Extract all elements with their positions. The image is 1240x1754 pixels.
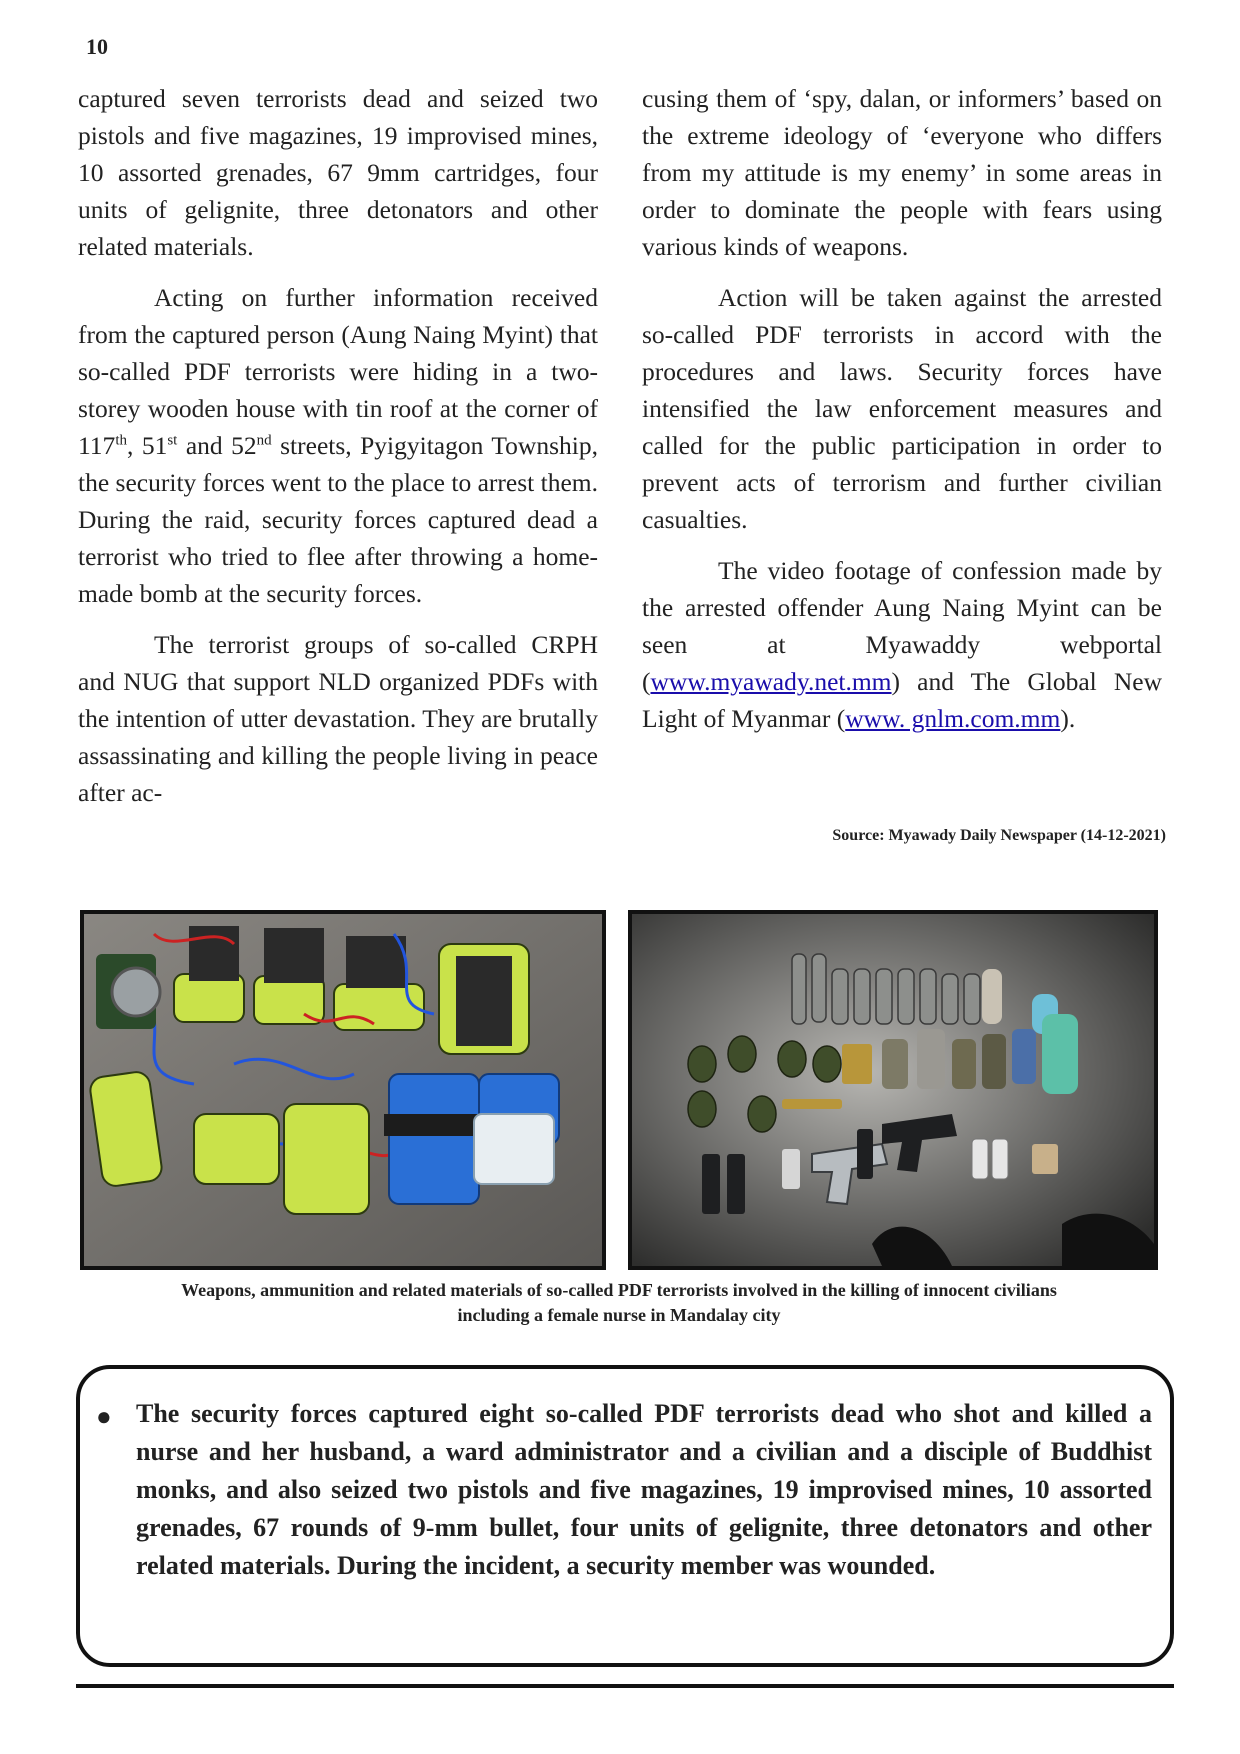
left-paragraph-1: captured seven terrorists dead and seized two pistols and five magazines, 19 improvised mines, 10 assorted grenades, 67 9mm cartridges, four units of gelignite, three detonators and other related materials. <box>78 84 598 261</box>
gnlm-link[interactable]: www. gnlm.com.mm <box>845 704 1061 733</box>
bullet-icon: ● <box>96 1402 112 1431</box>
improvised-mines-image <box>84 914 602 1266</box>
photo-weapons <box>628 910 1158 1270</box>
page-number: 10 <box>86 34 108 59</box>
right-paragraph-1: cusing them of ‘spy, dalan, or informers’ based on the extreme ideology of ‘everyone who differs from my attitude is my enemy’ in some areas in order to dominate the people with fears using various kinds of weapons. <box>642 84 1162 261</box>
caption-line-1: Weapons, ammunition and related materials of so-called PDF terrorists involved in the killing of innocent civilians <box>181 1280 1057 1300</box>
right-paragraph-3: The video footage of confession made by the arrested offender Aung Naing Myint can be seen at Myawaddy webportal (www.myawady.net.mm) and The Global New Light of Myanmar (www. gnlm.com.mm). <box>642 556 1162 733</box>
myawady-link[interactable]: www.myawady.net.mm <box>650 667 892 696</box>
right-paragraph-2: Action will be taken against the arrested so-called PDF terrorists in accord with the procedures and laws. Security forces have intensified the law enforcement measures and called for the public participation in order to prevent acts of terrorism and further civilian casualties. <box>642 283 1162 534</box>
left-paragraph-2: Acting on further information received from the captured person (Aung Naing Myint) that so-called PDF terrorists were hiding in a two-storey wooden house with tin roof at the corner of 117th, 51st and 52nd streets, Pyigyitagon Township, the security forces went to the place to arrest them. During the raid, security forces captured dead a terrorist who tried to flee after throwing a home-made bomb at the security forces. <box>78 283 598 608</box>
caption-line-2: including a female nurse in Mandalay city <box>457 1305 781 1325</box>
bottom-rule <box>76 1684 1174 1688</box>
right-column <box>642 80 1162 751</box>
summary-text: The security forces captured eight so-called PDF terrorists dead who shot and killed a nurse and her husband, a ward administrator and a civilian and a disciple of Buddhist monks, and also seized two pistols and five magazines, 19 improvised mines, 10 assorted grenades, 67 rounds of 9-mm bullet, four units of gelignite, three detonators and other related materials. During the incident, a security member was wounded. <box>136 1399 1152 1580</box>
left-column <box>78 80 598 825</box>
source-citation: Source: Myawady Daily Newspaper (14-12-2021) <box>832 827 1166 844</box>
weapons-image <box>632 914 1154 1266</box>
left-paragraph-3: The terrorist groups of so-called CRPH and NUG that support NLD organized PDFs with the intention of utter devastation. They are brutally assassinating and killing the people living in peace after ac- <box>78 630 598 807</box>
photo-improvised-mines <box>80 910 606 1270</box>
photo-caption <box>80 1278 1158 1328</box>
